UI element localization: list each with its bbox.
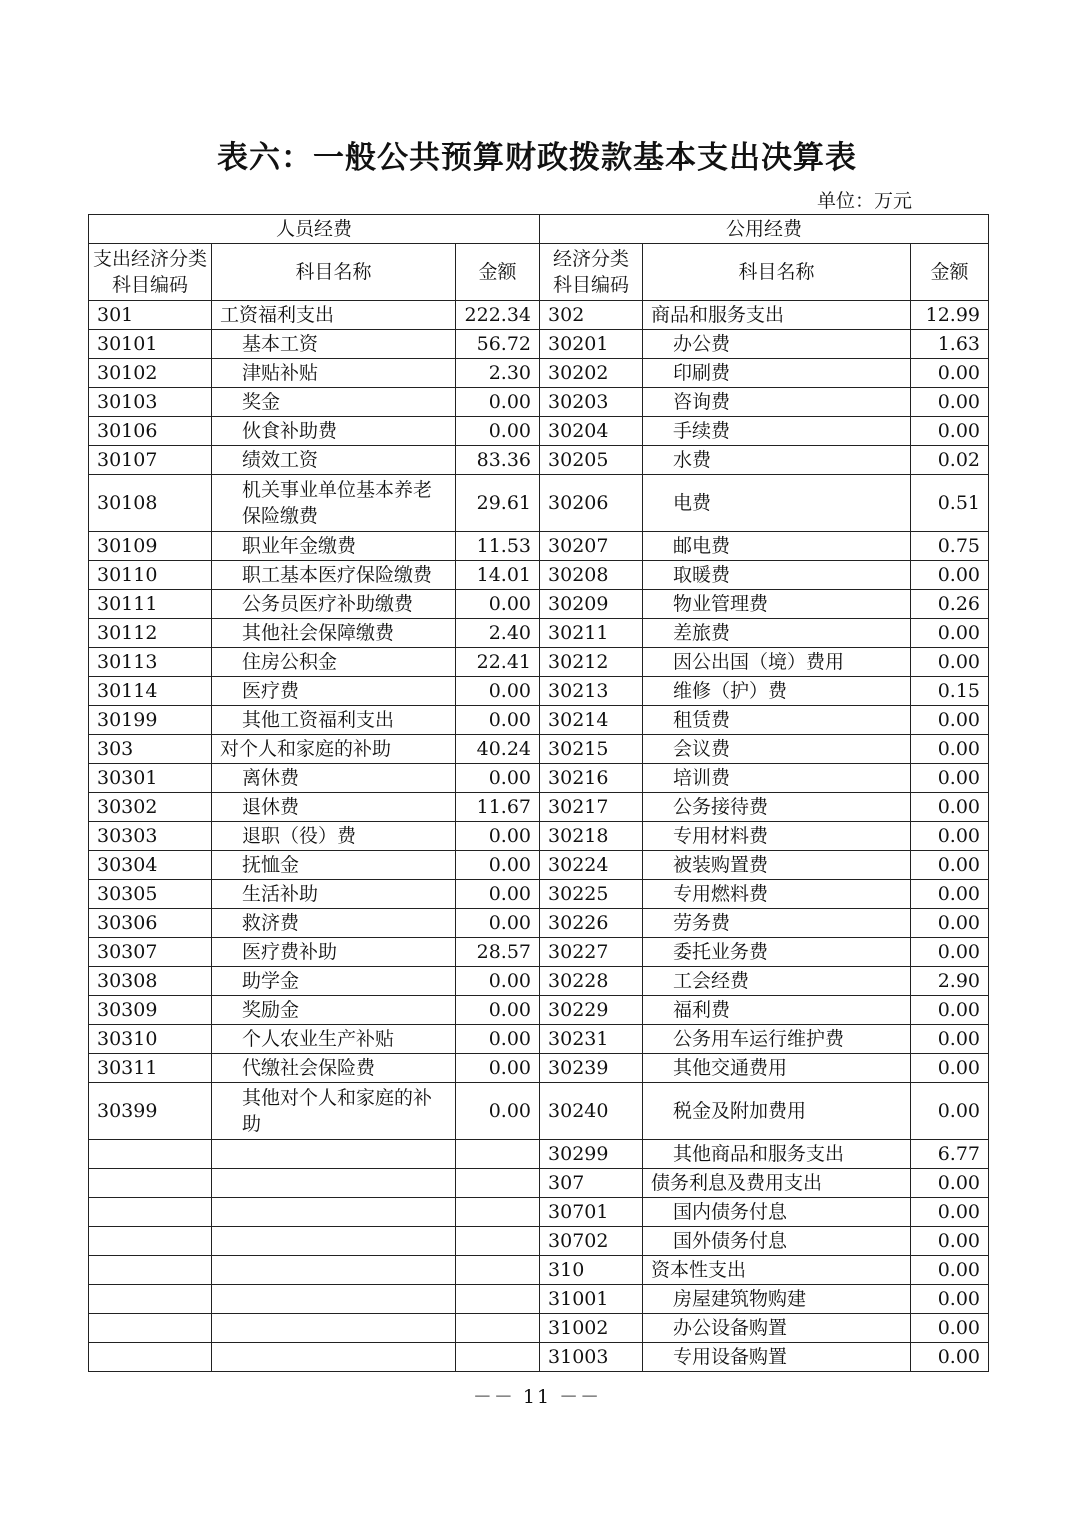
right-amount-cell: 6.77 [911,1140,989,1169]
right-amount-cell: 0.00 [911,938,989,967]
table-row [89,1285,989,1314]
left-code-cell: 30111 [89,590,212,619]
right-name-cell: 邮电费 [643,532,911,561]
right-code-cell: 30214 [540,706,643,735]
right-name-cell: 水费 [643,446,911,475]
right-name-cell: 税金及附加费用 [643,1083,911,1140]
left-amount-cell: 0.00 [456,1083,540,1140]
right-name-cell: 租赁费 [643,706,911,735]
left-name-cell [212,1227,456,1256]
left-code-cell: 30110 [89,561,212,590]
table-row [89,330,989,359]
right-amount-cell: 0.00 [911,909,989,938]
right-code-cell: 30204 [540,417,643,446]
left-code-cell: 30108 [89,475,212,532]
right-code-cell: 30217 [540,793,643,822]
left-code-cell: 30303 [89,822,212,851]
left-amount-cell [456,1285,540,1314]
left-name-cell: 生活补助 [212,880,456,909]
left-code-cell: 30109 [89,532,212,561]
right-amount-cell: 0.00 [911,1025,989,1054]
right-code-cell: 30216 [540,764,643,793]
right-name-cell: 咨询费 [643,388,911,417]
right-name-cell: 差旅费 [643,619,911,648]
left-code-cell: 30307 [89,938,212,967]
table-row [89,1343,989,1372]
right-name-cell: 专用燃料费 [643,880,911,909]
right-code-cell: 30213 [540,677,643,706]
left-amount-cell: 83.36 [456,446,540,475]
page-title: 表六：一般公共预算财政拨款基本支出决算表 [217,140,857,176]
left-code-cell: 301 [89,301,212,330]
right-code-cell: 30227 [540,938,643,967]
right-name-cell: 商品和服务支出 [643,301,911,330]
right-code-cell: 30215 [540,735,643,764]
left-code-cell: 30114 [89,677,212,706]
column-header-row [89,244,989,301]
right-code-cell: 310 [540,1256,643,1285]
left-name-cell [212,1256,456,1285]
left-amount-cell [456,1256,540,1285]
right-code-cell: 30211 [540,619,643,648]
header-left-name: 科目名称 [212,244,456,301]
right-code-cell: 30201 [540,330,643,359]
left-amount-cell: 0.00 [456,1054,540,1083]
table-row [89,475,989,532]
left-code-cell: 30309 [89,996,212,1025]
right-code-cell: 31002 [540,1314,643,1343]
left-name-cell: 机关事业单位基本养老保险缴费 [212,475,456,532]
left-name-cell: 公务员医疗补助缴费 [212,590,456,619]
table-row [89,1169,989,1198]
left-name-cell [212,1169,456,1198]
left-name-cell: 基本工资 [212,330,456,359]
left-name-cell: 退休费 [212,793,456,822]
right-code-cell: 30239 [540,1054,643,1083]
right-name-cell: 其他交通费用 [643,1054,911,1083]
left-amount-cell: 40.24 [456,735,540,764]
right-amount-cell: 0.00 [911,735,989,764]
right-amount-cell: 0.00 [911,880,989,909]
right-name-cell: 会议费 [643,735,911,764]
left-amount-cell: 0.00 [456,822,540,851]
right-amount-cell: 0.00 [911,648,989,677]
left-code-cell: 30305 [89,880,212,909]
left-code-cell [89,1343,212,1372]
table-row [89,590,989,619]
right-amount-cell: 0.00 [911,996,989,1025]
left-name-cell: 伙食补助费 [212,417,456,446]
table-row [89,1083,989,1140]
table-row [89,1140,989,1169]
right-amount-cell: 0.00 [911,822,989,851]
right-name-cell: 被装购置费 [643,851,911,880]
right-name-cell: 办公设备购置 [643,1314,911,1343]
left-code-cell: 30103 [89,388,212,417]
table-row [89,880,989,909]
header-right-code: 经济分类科目编码 [540,244,643,301]
page-number: －－ 11 －－ [472,1386,602,1408]
right-amount-cell: 0.02 [911,446,989,475]
table-row [89,359,989,388]
right-code-cell: 302 [540,301,643,330]
table-row [89,793,989,822]
left-code-cell [89,1140,212,1169]
left-code-cell: 30311 [89,1054,212,1083]
right-name-cell: 福利费 [643,996,911,1025]
right-name-cell: 取暖费 [643,561,911,590]
left-amount-cell: 0.00 [456,764,540,793]
table-row [89,1314,989,1343]
left-code-cell: 303 [89,735,212,764]
right-amount-cell: 0.00 [911,1083,989,1140]
left-name-cell: 绩效工资 [212,446,456,475]
left-name-cell: 职业年金缴费 [212,532,456,561]
left-code-cell: 30302 [89,793,212,822]
left-amount-cell: 0.00 [456,880,540,909]
right-code-cell: 30203 [540,388,643,417]
left-amount-cell [456,1227,540,1256]
left-amount-cell [456,1314,540,1343]
right-amount-cell: 0.00 [911,1314,989,1343]
table-row [89,967,989,996]
left-amount-cell [456,1169,540,1198]
right-code-cell: 307 [540,1169,643,1198]
right-name-cell: 维修（护）费 [643,677,911,706]
left-name-cell: 抚恤金 [212,851,456,880]
left-name-cell: 工资福利支出 [212,301,456,330]
right-name-cell: 办公费 [643,330,911,359]
left-code-cell: 30310 [89,1025,212,1054]
right-code-cell: 30240 [540,1083,643,1140]
table-row [89,301,989,330]
right-amount-cell: 0.26 [911,590,989,619]
left-name-cell: 奖励金 [212,996,456,1025]
left-amount-cell: 2.30 [456,359,540,388]
right-name-cell: 劳务费 [643,909,911,938]
table-row [89,446,989,475]
left-amount-cell: 22.41 [456,648,540,677]
left-amount-cell: 11.67 [456,793,540,822]
table-row [89,1227,989,1256]
table-row [89,619,989,648]
right-code-cell: 30212 [540,648,643,677]
table-row [89,1256,989,1285]
right-amount-cell: 2.90 [911,967,989,996]
table-row [89,764,989,793]
table-row [89,851,989,880]
right-amount-cell: 0.00 [911,388,989,417]
left-name-cell: 离休费 [212,764,456,793]
right-name-cell: 公务接待费 [643,793,911,822]
left-amount-cell: 222.34 [456,301,540,330]
left-amount-cell: 0.00 [456,851,540,880]
right-name-cell: 专用材料费 [643,822,911,851]
left-code-cell [89,1169,212,1198]
left-code-cell [89,1227,212,1256]
left-name-cell [212,1198,456,1227]
right-name-cell: 印刷费 [643,359,911,388]
left-amount-cell [456,1140,540,1169]
right-amount-cell: 0.00 [911,793,989,822]
right-code-cell: 30207 [540,532,643,561]
left-code-cell: 30308 [89,967,212,996]
left-amount-cell: 0.00 [456,388,540,417]
left-name-cell: 奖金 [212,388,456,417]
table-row [89,1054,989,1083]
right-name-cell: 其他商品和服务支出 [643,1140,911,1169]
right-amount-cell: 0.00 [911,1054,989,1083]
left-name-cell: 其他社会保障缴费 [212,619,456,648]
left-amount-cell: 0.00 [456,706,540,735]
table-row [89,822,989,851]
right-amount-cell: 0.00 [911,1343,989,1372]
left-code-cell [89,1256,212,1285]
right-name-cell: 培训费 [643,764,911,793]
right-name-cell: 专用设备购置 [643,1343,911,1372]
left-code-cell: 30304 [89,851,212,880]
right-amount-cell: 1.63 [911,330,989,359]
left-name-cell: 对个人和家庭的补助 [212,735,456,764]
left-code-cell: 30306 [89,909,212,938]
left-amount-cell: 2.40 [456,619,540,648]
right-name-cell: 国外债务付息 [643,1227,911,1256]
right-code-cell: 30702 [540,1227,643,1256]
table-row [89,938,989,967]
right-amount-cell: 0.00 [911,1285,989,1314]
table-row [89,735,989,764]
left-code-cell: 30107 [89,446,212,475]
left-amount-cell: 0.00 [456,996,540,1025]
header-right-name: 科目名称 [643,244,911,301]
right-code-cell: 30208 [540,561,643,590]
right-name-cell: 工会经费 [643,967,911,996]
right-name-cell: 电费 [643,475,911,532]
right-amount-cell: 0.00 [911,764,989,793]
left-code-cell: 30102 [89,359,212,388]
right-amount-cell: 0.00 [911,1198,989,1227]
left-code-cell: 30301 [89,764,212,793]
table-row [89,909,989,938]
right-name-cell: 公务用车运行维护费 [643,1025,911,1054]
right-name-cell: 物业管理费 [643,590,911,619]
left-amount-cell: 0.00 [456,417,540,446]
right-code-cell: 30218 [540,822,643,851]
right-code-cell: 30299 [540,1140,643,1169]
unit-label: 单位：万元 [816,190,912,212]
right-code-cell: 30701 [540,1198,643,1227]
right-name-cell: 国内债务付息 [643,1198,911,1227]
left-name-cell: 其他对个人和家庭的补助 [212,1083,456,1140]
right-amount-cell: 12.99 [911,301,989,330]
left-name-cell: 住房公积金 [212,648,456,677]
right-code-cell: 31003 [540,1343,643,1372]
left-code-cell [89,1198,212,1227]
left-name-cell: 医疗费 [212,677,456,706]
right-amount-cell: 0.00 [911,706,989,735]
table-row [89,561,989,590]
right-code-cell: 30226 [540,909,643,938]
left-name-cell: 津贴补贴 [212,359,456,388]
right-amount-cell: 0.00 [911,561,989,590]
left-name-cell: 职工基本医疗保险缴费 [212,561,456,590]
left-amount-cell: 14.01 [456,561,540,590]
table-row [89,388,989,417]
table-row [89,1025,989,1054]
left-name-cell: 退职（役）费 [212,822,456,851]
table-row [89,677,989,706]
left-name-cell [212,1314,456,1343]
left-amount-cell [456,1198,540,1227]
left-name-cell: 个人农业生产补贴 [212,1025,456,1054]
right-code-cell: 30225 [540,880,643,909]
table-row [89,706,989,735]
right-code-cell: 30205 [540,446,643,475]
right-name-cell: 手续费 [643,417,911,446]
left-code-cell: 30101 [89,330,212,359]
right-name-cell: 房屋建筑物购建 [643,1285,911,1314]
header-left-code: 支出经济分类科目编码 [89,244,212,301]
left-code-cell [89,1314,212,1343]
section-public: 公用经费 [540,215,989,244]
right-name-cell: 债务利息及费用支出 [643,1169,911,1198]
left-amount-cell: 0.00 [456,1025,540,1054]
right-code-cell: 30206 [540,475,643,532]
right-amount-cell: 0.00 [911,619,989,648]
left-name-cell: 助学金 [212,967,456,996]
header-left-amount: 金额 [456,244,540,301]
right-code-cell: 30209 [540,590,643,619]
left-name-cell [212,1140,456,1169]
left-code-cell [89,1285,212,1314]
right-amount-cell: 0.00 [911,851,989,880]
right-name-cell: 因公出国（境）费用 [643,648,911,677]
right-amount-cell: 0.00 [911,1227,989,1256]
right-code-cell: 30224 [540,851,643,880]
table-row [89,532,989,561]
right-code-cell: 31001 [540,1285,643,1314]
left-code-cell: 30113 [89,648,212,677]
left-amount-cell [456,1343,540,1372]
table-row [89,996,989,1025]
left-amount-cell: 0.00 [456,967,540,996]
left-amount-cell: 0.00 [456,909,540,938]
left-code-cell: 30199 [89,706,212,735]
right-amount-cell: 0.75 [911,532,989,561]
section-header-row [89,215,989,244]
left-name-cell [212,1343,456,1372]
left-name-cell: 其他工资福利支出 [212,706,456,735]
left-amount-cell: 56.72 [456,330,540,359]
left-name-cell [212,1285,456,1314]
table-row [89,1198,989,1227]
right-amount-cell: 0.00 [911,1169,989,1198]
table-row [89,648,989,677]
left-name-cell: 救济费 [212,909,456,938]
right-code-cell: 30202 [540,359,643,388]
left-amount-cell: 11.53 [456,532,540,561]
right-amount-cell: 0.00 [911,359,989,388]
right-name-cell: 资本性支出 [643,1256,911,1285]
header-right-amount: 金额 [911,244,989,301]
left-amount-cell: 29.61 [456,475,540,532]
left-code-cell: 30399 [89,1083,212,1140]
right-amount-cell: 0.51 [911,475,989,532]
table-row [89,417,989,446]
left-amount-cell: 0.00 [456,677,540,706]
right-name-cell: 委托业务费 [643,938,911,967]
left-amount-cell: 28.57 [456,938,540,967]
left-name-cell: 医疗费补助 [212,938,456,967]
left-name-cell: 代缴社会保险费 [212,1054,456,1083]
right-amount-cell: 0.00 [911,417,989,446]
budget-table [88,214,989,1372]
right-amount-cell: 0.15 [911,677,989,706]
right-code-cell: 30229 [540,996,643,1025]
left-code-cell: 30106 [89,417,212,446]
right-amount-cell: 0.00 [911,1256,989,1285]
left-code-cell: 30112 [89,619,212,648]
left-amount-cell: 0.00 [456,590,540,619]
right-code-cell: 30231 [540,1025,643,1054]
right-code-cell: 30228 [540,967,643,996]
section-personnel: 人员经费 [89,215,540,244]
